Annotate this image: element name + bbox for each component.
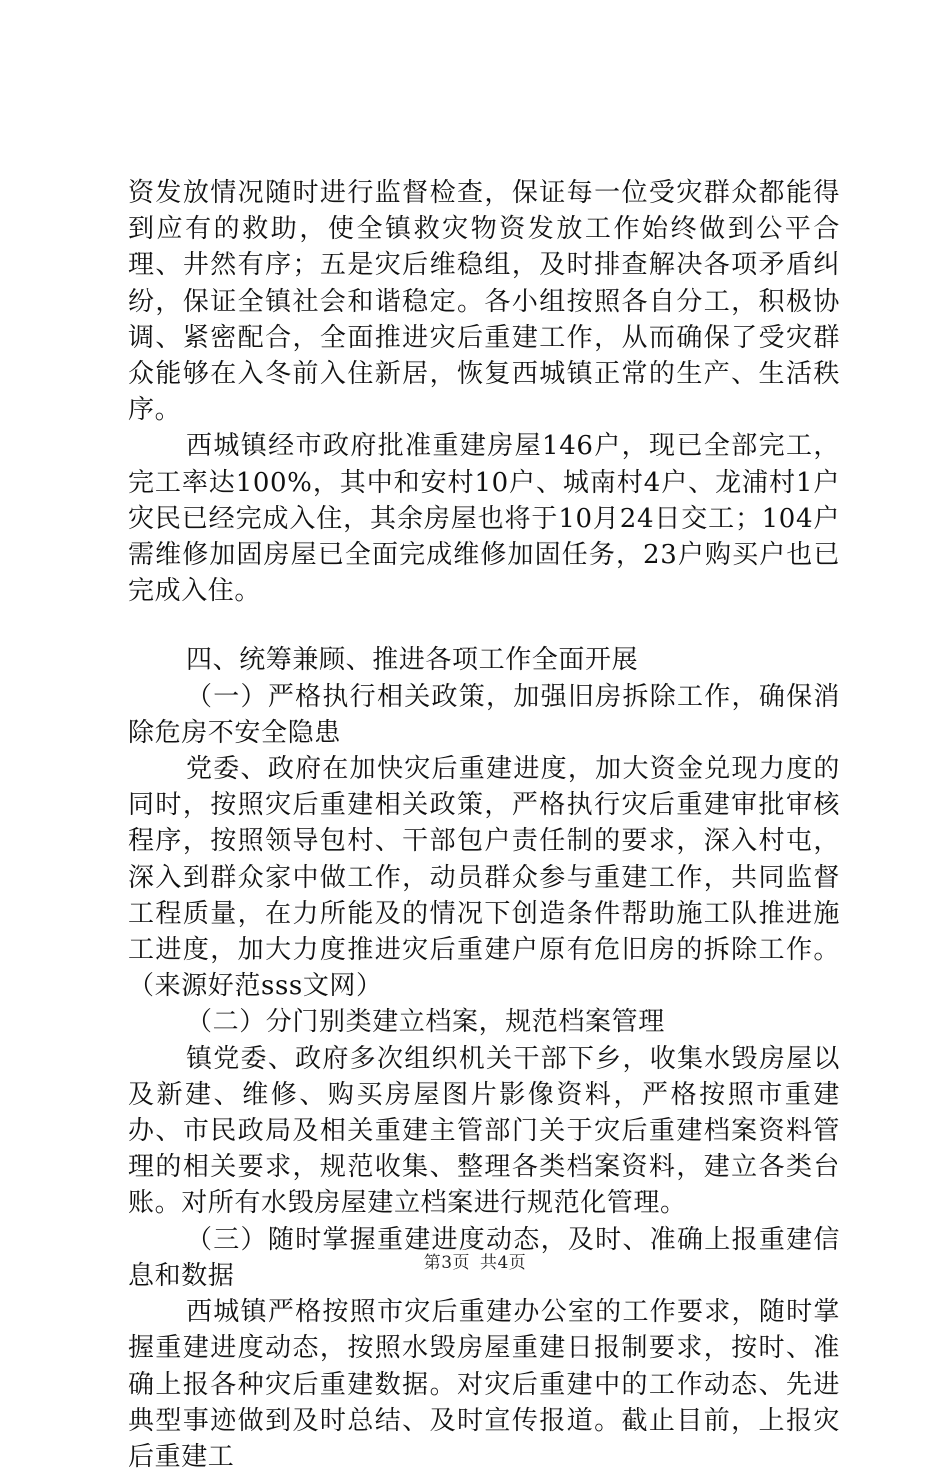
body-paragraph: 党委、政府在加快灾后重建进度，加大资金兑现力度的同时，按照灾后重建相关政策，严格执行灾后重建审批审核程序，按照领导包村、干部包户责任制的要求，深入村屯，深入到群众家中做工作，动员群众参与重建工作，共同监督工程质量，在力所能及的情况下创造条件帮助施工队推进施工进度，加大力度推进灾后重建户原有危旧房的拆除工作。（来源好范sss文网）: [128, 754, 840, 1002]
page-footer: [0, 1248, 950, 1273]
body-paragraph: 西城镇严格按照市灾后重建办公室的工作要求，随时掌握重建进度动态，按照水毁房屋重建日报制要求，按时、准确上报各种灾后重建数据。对灾后重建中的工作动态、先进典型事迹做到及时总结、及时宣传报道。截止目前，上报灾后重建工: [128, 1297, 840, 1472]
page-total: 共4页: [479, 1253, 527, 1273]
section-heading: 四、统筹兼顾、推进各项工作全面开展: [186, 645, 639, 676]
subsection-heading: （二）分门别类建立档案，规范档案管理: [186, 1007, 665, 1038]
body-paragraph: 资发放情况随时进行监督检查，保证每一位受灾群众都能得到应有的救助，使全镇救灾物资发放工作始终做到公平合理、井然有序；五是灾后维稳组，及时排查解决各项矛盾纠纷，保证全镇社会和谐稳定。各小组按照各自分工，积极协调、紧密配合，全面推进灾后重建工作，从而确保了受灾群众能够在入冬前入住新居，恢复西城镇正常的生产、生活秩序。: [128, 178, 840, 426]
page-number: 第3页: [423, 1253, 471, 1273]
body-paragraph: 镇党委、政府多次组织机关干部下乡，收集水毁房屋以及新建、维修、购买房屋图片影像资料，严格按照市重建办、市民政局及相关重建主管部门关于灾后重建档案资料管理的相关要求，规范收集、整理各类档案资料，建立各类台账。对所有水毁房屋建立档案进行规范化管理。: [128, 1043, 840, 1219]
subsection-heading: （一）严格执行相关政策，加强旧房拆除工作，确保消除危房不安全隐患: [128, 681, 840, 748]
body-paragraph: 西城镇经市政府批准重建房屋146户，现已全部完工，完工率达100%，其中和安村10户、城南村4户、龙浦村1户灾民已经完成入住，其余房屋也将于10月24日交工；104户需维修加固房屋已全面完成维修加固任务，23户购买户也已完成入住。: [128, 431, 840, 607]
subsection-heading: （三）随时掌握重建进度动态，及时、准确上报重建信息和数据: [128, 1224, 840, 1291]
document-body: [128, 175, 840, 1475]
